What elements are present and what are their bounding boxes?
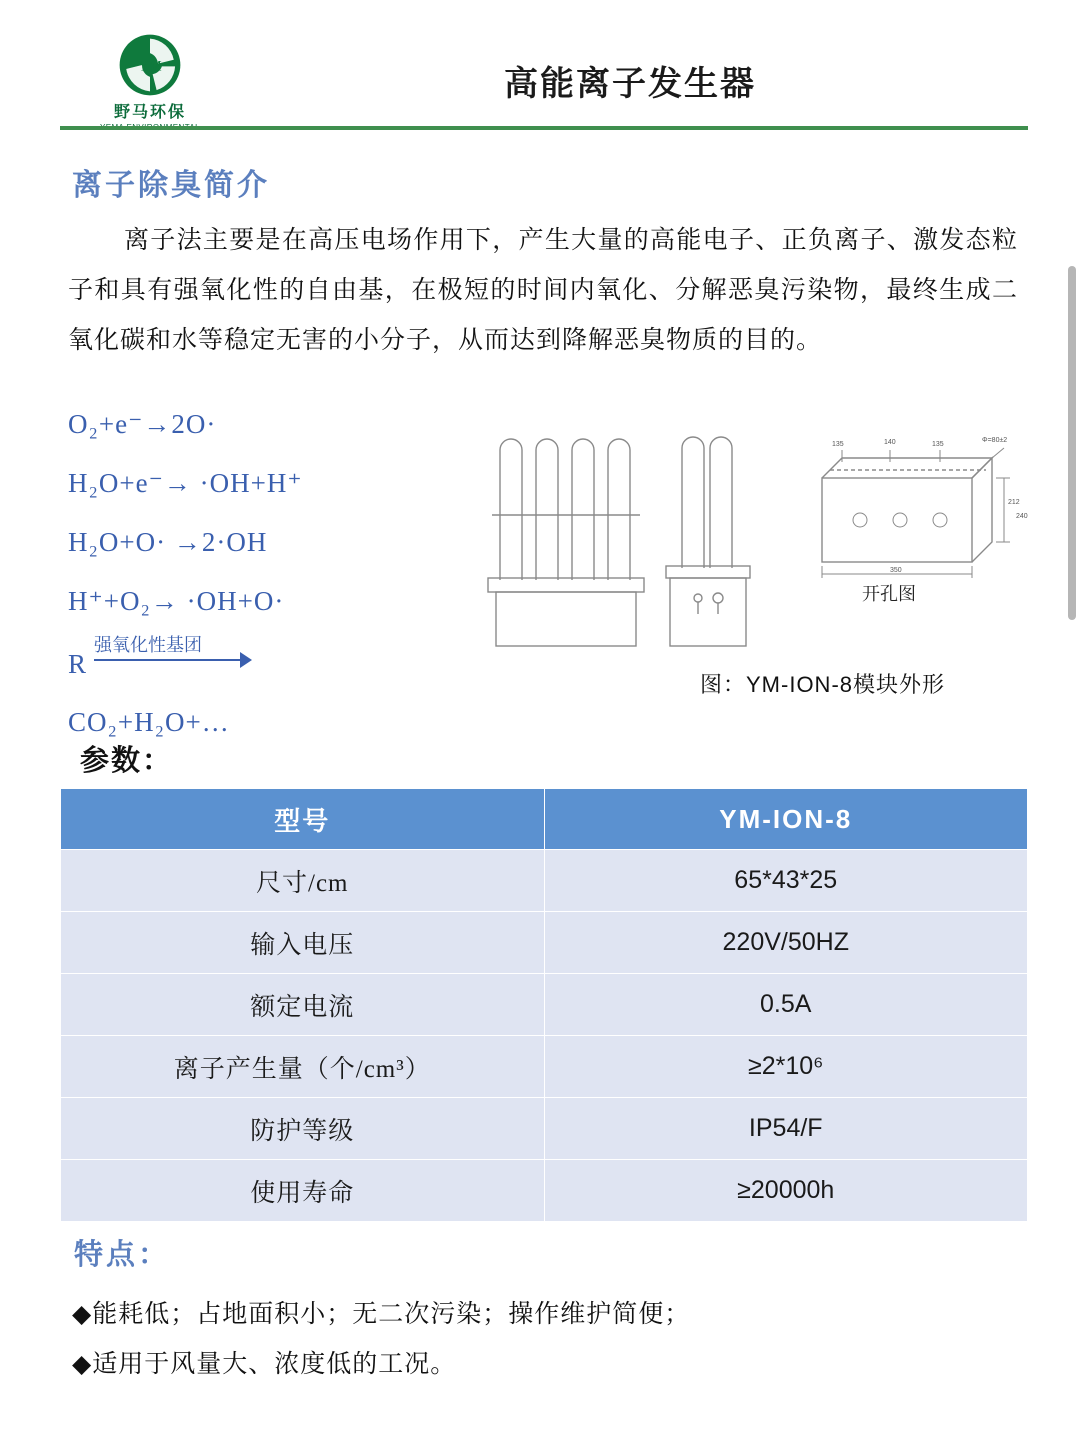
table-cell-value: IP54/F [544, 1098, 1028, 1160]
formula-product: CO₂+H₂O+… [68, 707, 230, 737]
feature-item: ◆适用于风量大、浓度低的工况。 [72, 1351, 457, 1378]
formula-arrow-reaction [68, 631, 468, 693]
features-section-heading: 特点： [74, 1239, 171, 1271]
product-diagram [470, 400, 1030, 690]
table-row [61, 1098, 1028, 1160]
table-header-row [61, 789, 1028, 850]
table-cell-value: ≥20000h [544, 1160, 1028, 1222]
reaction-formula-list [68, 395, 468, 752]
logo-company-name-cn: 野马环保 [113, 104, 186, 121]
svg-text:240: 240 [1016, 513, 1028, 520]
scrollbar-thumb[interactable] [1068, 266, 1076, 620]
svg-text:140: 140 [884, 439, 896, 446]
table-cell-label: 输入电压 [61, 912, 545, 974]
svg-text:YM: YM [138, 58, 162, 75]
formula-reactant-r: R [68, 649, 87, 679]
formula-line: H⁺+O₂→ ·OH+O· [68, 586, 285, 616]
logo-mark-icon [117, 32, 183, 98]
table-cell-label: 离子产生量（个/cm³） [61, 1036, 545, 1098]
table-header-cell-value: YM-ION-8 [544, 789, 1028, 850]
table-cell-label: 尺寸/cm [61, 850, 545, 912]
parameters-table [60, 788, 1028, 1222]
scrollbar-track[interactable] [1068, 0, 1076, 1434]
formula-arrow-head-icon [240, 652, 252, 668]
hole-diagram-label: 开孔图 [862, 584, 916, 604]
table-cell-value: 65*43*25 [544, 850, 1028, 912]
svg-text:Φ=80±2: Φ=80±2 [982, 437, 1008, 444]
svg-text:212: 212 [1008, 499, 1020, 506]
table-cell-label: 防护等级 [61, 1098, 545, 1160]
diagram-caption: 图：YM-ION-8模块外形 [700, 672, 946, 697]
table-cell-value: 0.5A [544, 974, 1028, 1036]
table-row [61, 912, 1028, 974]
module-outline-drawing-icon [470, 400, 1030, 690]
table-header-cell-model: 型号 [61, 789, 545, 850]
formula-arrow-line-icon [94, 659, 244, 661]
params-section-heading: 参数： [80, 745, 174, 777]
company-logo [90, 32, 210, 124]
table-row [61, 974, 1028, 1036]
table-row [61, 1160, 1028, 1222]
table-row [61, 1036, 1028, 1098]
feature-item: ◆能耗低；占地面积小；无二次污染；操作维护简便； [72, 1301, 691, 1328]
document-header [60, 26, 1030, 122]
svg-text:350: 350 [890, 567, 902, 574]
intro-section-heading: 离子除臭简介 [72, 169, 270, 202]
intro-body-text: 离子法主要是在高压电场作用下，产生大量的高能电子、正负离子、激发态粒子和具有强氧化性的自由基，在极短的时间内氧化、分解恶臭污染物，最终生成二氧化碳和水等稳定无害的小分子，从而达到降解恶臭物质的目的。 [68, 227, 1018, 354]
table-cell-label: 使用寿命 [61, 1160, 545, 1222]
page-title: 高能离子发生器 [504, 65, 756, 103]
formula-line: H₂O+e⁻→ ·OH+H⁺ [68, 468, 303, 498]
formula-line: H₂O+O· →2·OH [68, 527, 268, 557]
formula-line: O₂+e⁻→2O· [68, 409, 217, 439]
table-cell-value: ≥2*10⁶ [544, 1036, 1028, 1098]
svg-text:135: 135 [932, 441, 944, 448]
formula-arrow-label: 强氧化性基团 [94, 635, 202, 655]
table-row [61, 850, 1028, 912]
table-cell-value: 220V/50HZ [544, 912, 1028, 974]
table-cell-label: 额定电流 [61, 974, 545, 1036]
header-divider [60, 126, 1028, 130]
svg-text:135: 135 [832, 441, 844, 448]
